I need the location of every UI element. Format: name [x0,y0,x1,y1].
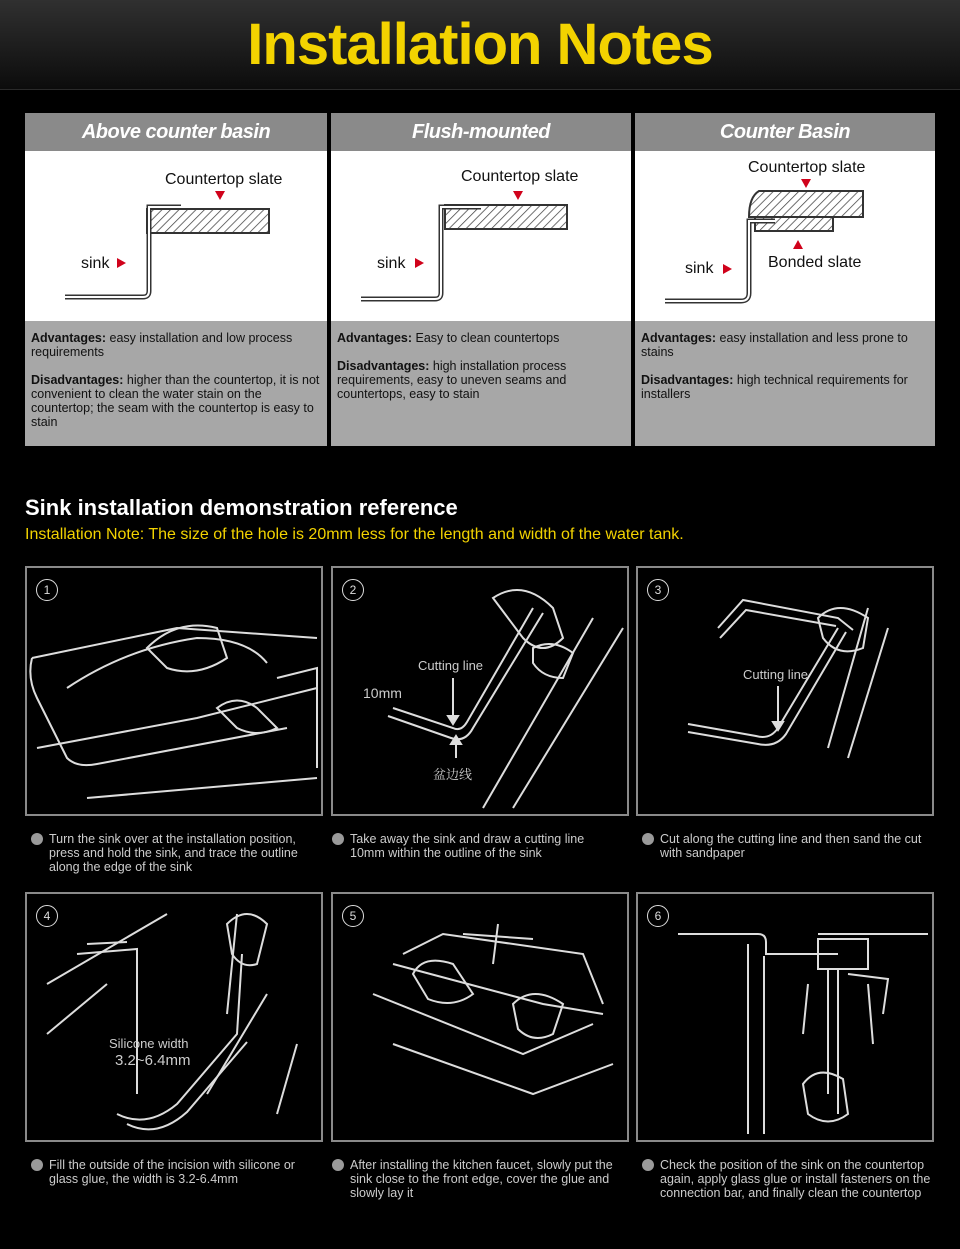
label-cutting-line: Cutting line [743,667,809,682]
caption-text: After installing the kitchen faucet, slowly put the sink close to the front edge, cover the glue and slowly lay it [350,1158,613,1200]
card-title: Flush-mounted [331,113,631,151]
section-title: Sink installation demonstration reference [25,495,458,520]
label-countertop-slate: Countertop slate [748,159,866,176]
advantages-label: Advantages: [31,331,107,345]
label-basin-edge: 盆边线 [433,767,473,782]
disadvantages-label: Disadvantages: [31,373,124,387]
step-6-illustration [636,892,934,1142]
step-3-caption [642,832,932,860]
label-10mm: 10mm [363,685,402,701]
step-number: 6 [647,905,669,927]
caption-text: Take away the sink and draw a cutting line 10mm within the outline of the sink [350,832,585,860]
disadvantages-label: Disadvantages: [641,373,734,387]
step-3-illustration [636,566,934,816]
label-sink: sink [81,255,110,272]
disadvantages-text: higher than the countertop, it is not convenient to clean the water stain on the countertop; the seam with the countertop is easy to stain [31,373,320,429]
disadvantages-text: high installation process requirements, easy to uneven seams and countertops, easy to stain [337,359,567,401]
label-sink: sink [685,260,714,277]
advantages-text: Easy to clean countertops [412,331,560,345]
card-text [331,321,631,401]
page-header [0,0,960,90]
step-number: 3 [647,579,669,601]
bullet-icon [332,833,344,845]
advantages-text: easy installation and low process requirements [31,331,293,359]
diagram-flush-mounted [331,151,631,321]
label-countertop-slate: Countertop slate [165,171,283,188]
bullet-icon [642,1159,654,1171]
card-title: Counter Basin [635,113,935,151]
bullet-icon [31,1159,43,1171]
label-cutting-line: Cutting line [418,658,484,673]
step-1-illustration [25,566,323,816]
caption-text: Fill the outside of the incision with silicone or glass glue, the width is 3.2-6.4mm [49,1158,295,1186]
disadvantages-text: high technical requirements for installers [641,373,908,401]
caption-text: Turn the sink over at the installation position, press and hold the sink, and trace the outline along the edge of the sink [49,832,298,874]
card-flush-mounted [331,113,631,446]
disadvantages-label: Disadvantages: [337,359,430,373]
step-5-caption [332,1158,622,1200]
bullet-icon [332,1159,344,1171]
diagram-above-counter [25,151,327,321]
step-number: 5 [342,905,364,927]
bullet-icon [642,833,654,845]
caption-text: Cut along the cutting line and then sand the cut with sandpaper [660,832,922,860]
step-1-caption [31,832,321,874]
card-text [635,321,935,401]
label-countertop-slate: Countertop slate [461,168,579,185]
card-counter-basin [635,113,935,446]
page-title: Installation Notes [247,12,713,77]
card-title: Above counter basin [25,113,327,151]
label-bonded-slate: Bonded slate [768,254,862,271]
step-2-caption [332,832,622,860]
step-number: 4 [36,905,58,927]
label-sink: sink [377,255,406,272]
label-silicone-width: Silicone width [109,1036,189,1051]
step-4-caption [31,1158,321,1186]
label-silicone-width-value: 3.2~6.4mm [115,1052,191,1069]
step-number: 2 [342,579,364,601]
card-above-counter [25,113,327,446]
step-6-caption [642,1158,932,1200]
advantages-label: Advantages: [641,331,717,345]
step-4-illustration [25,892,323,1142]
step-2-illustration [331,566,629,816]
step-number: 1 [36,579,58,601]
advantages-text: easy installation and less prone to stains [641,331,908,359]
diagram-counter-basin [635,151,935,321]
advantages-label: Advantages: [337,331,413,345]
bullet-icon [31,833,43,845]
step-5-illustration [331,892,629,1142]
installation-note: Installation Note: The size of the hole is 20mm less for the length and width of the water tank. [25,526,684,543]
caption-text: Check the position of the sink on the countertop again, apply glass glue or install fasteners on the connection bar, and finally clean the countertop [660,1158,931,1200]
card-text [25,321,327,429]
